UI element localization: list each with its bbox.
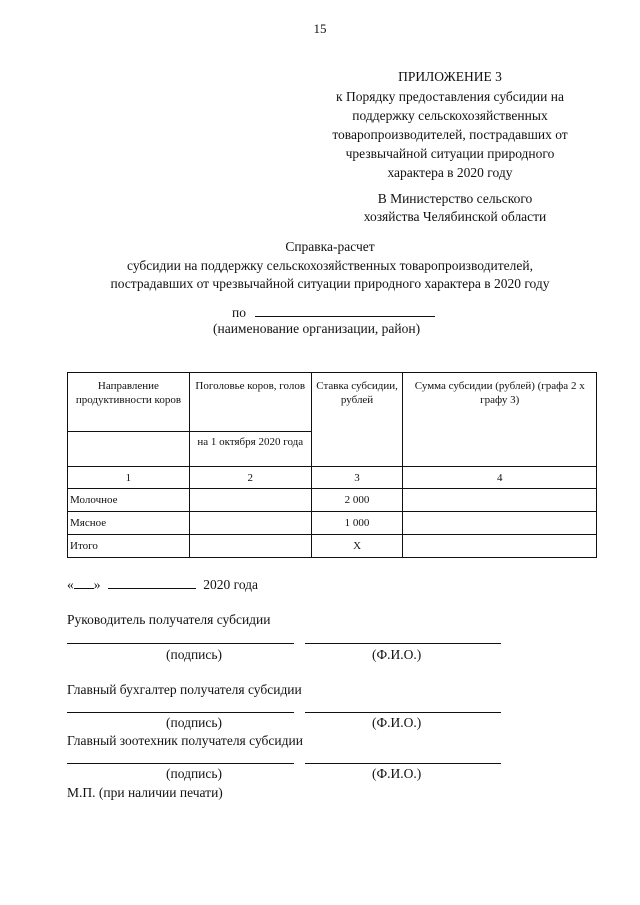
date-close-quote: » bbox=[93, 577, 101, 592]
row-amount-cell[interactable] bbox=[403, 535, 597, 558]
signature-title-head: Руководитель получателя субсидии bbox=[67, 612, 271, 627]
row-direction: Итого bbox=[68, 535, 190, 558]
name-caption: (Ф.И.О.) bbox=[372, 766, 422, 781]
header-livestock: Поголовье коров, голов bbox=[189, 373, 311, 432]
column-number: 2 bbox=[189, 467, 311, 489]
signature-caption: (подпись) bbox=[166, 647, 223, 662]
name-caption: (Ф.И.О.) bbox=[372, 647, 422, 662]
column-number: 1 bbox=[68, 467, 190, 489]
header-amount: Сумма субсидии (рублей) (графа 2 х графу 3) bbox=[403, 373, 597, 467]
date-day-blank[interactable] bbox=[74, 588, 94, 589]
table-row bbox=[68, 535, 597, 558]
row-livestock-cell[interactable] bbox=[189, 535, 311, 558]
stamp-note: М.П. (при наличии печати) bbox=[67, 785, 223, 800]
signature-caption: (подпись) bbox=[166, 766, 223, 781]
date-year: 2020 года bbox=[203, 577, 259, 592]
signature-line[interactable] bbox=[67, 643, 294, 644]
document-subtitle-line: пострадавших от чрезвычайной ситуации природного характера в 2020 году bbox=[110, 276, 550, 291]
name-caption: (Ф.И.О.) bbox=[372, 715, 422, 730]
row-amount-cell[interactable] bbox=[403, 512, 597, 535]
appendix-line: товаропроизводителей, пострадавших от bbox=[332, 127, 568, 142]
name-line[interactable] bbox=[305, 763, 501, 764]
row-rate: Х bbox=[311, 535, 403, 558]
name-line[interactable] bbox=[305, 712, 501, 713]
row-livestock-cell[interactable] bbox=[189, 489, 311, 512]
row-rate: 1 000 bbox=[311, 512, 403, 535]
document-title: Справка-расчет bbox=[285, 239, 375, 254]
appendix-line: к Порядку предоставления субсидии на bbox=[336, 89, 564, 104]
header-direction: Направление продуктивности коров bbox=[68, 373, 190, 432]
date-month-blank[interactable] bbox=[108, 588, 196, 589]
column-number-row bbox=[68, 467, 597, 489]
date-open-quote: « bbox=[67, 577, 74, 592]
by-label: по bbox=[232, 305, 246, 320]
recipient-line: хозяйства Челябинской области bbox=[363, 209, 547, 224]
organization-field[interactable] bbox=[232, 305, 435, 321]
header-rate: Ставка субсидии, рублей bbox=[311, 373, 403, 467]
table-row bbox=[68, 512, 597, 535]
appendix-title: ПРИЛОЖЕНИЕ 3 bbox=[398, 69, 502, 84]
row-amount-cell[interactable] bbox=[403, 489, 597, 512]
signature-line[interactable] bbox=[67, 712, 294, 713]
row-rate: 2 000 bbox=[311, 489, 403, 512]
subsidy-table bbox=[67, 372, 597, 558]
appendix-line: поддержку сельскохозяйственных bbox=[352, 108, 548, 123]
row-livestock-cell[interactable] bbox=[189, 512, 311, 535]
document-subtitle-line: субсидии на поддержку сельскохозяйственных товаропроизводителей, bbox=[127, 258, 533, 273]
signature-title-accountant: Главный бухгалтер получателя субсидии bbox=[67, 682, 302, 697]
date-line[interactable] bbox=[67, 577, 258, 593]
name-line[interactable] bbox=[305, 643, 501, 644]
appendix-line: характера в 2020 году bbox=[387, 165, 513, 180]
signature-line[interactable] bbox=[67, 763, 294, 764]
header-livestock-date: на 1 октября 2020 года bbox=[189, 432, 311, 467]
column-number: 3 bbox=[311, 467, 403, 489]
signature-title-zootechnician: Главный зоотехник получателя субсидии bbox=[67, 733, 303, 748]
recipient-line: В Министерство сельского bbox=[377, 191, 533, 206]
row-direction: Молочное bbox=[68, 489, 190, 512]
table-header-row bbox=[68, 373, 597, 432]
column-number: 4 bbox=[403, 467, 597, 489]
signature-caption: (подпись) bbox=[166, 715, 223, 730]
page-number: 15 bbox=[313, 21, 327, 36]
organization-blank[interactable] bbox=[255, 316, 435, 317]
table-row bbox=[68, 489, 597, 512]
row-direction: Мясное bbox=[68, 512, 190, 535]
appendix-line: чрезвычайной ситуации природного bbox=[345, 146, 555, 161]
organization-caption: (наименование организации, район) bbox=[213, 321, 421, 336]
header-direction-empty bbox=[68, 432, 190, 467]
